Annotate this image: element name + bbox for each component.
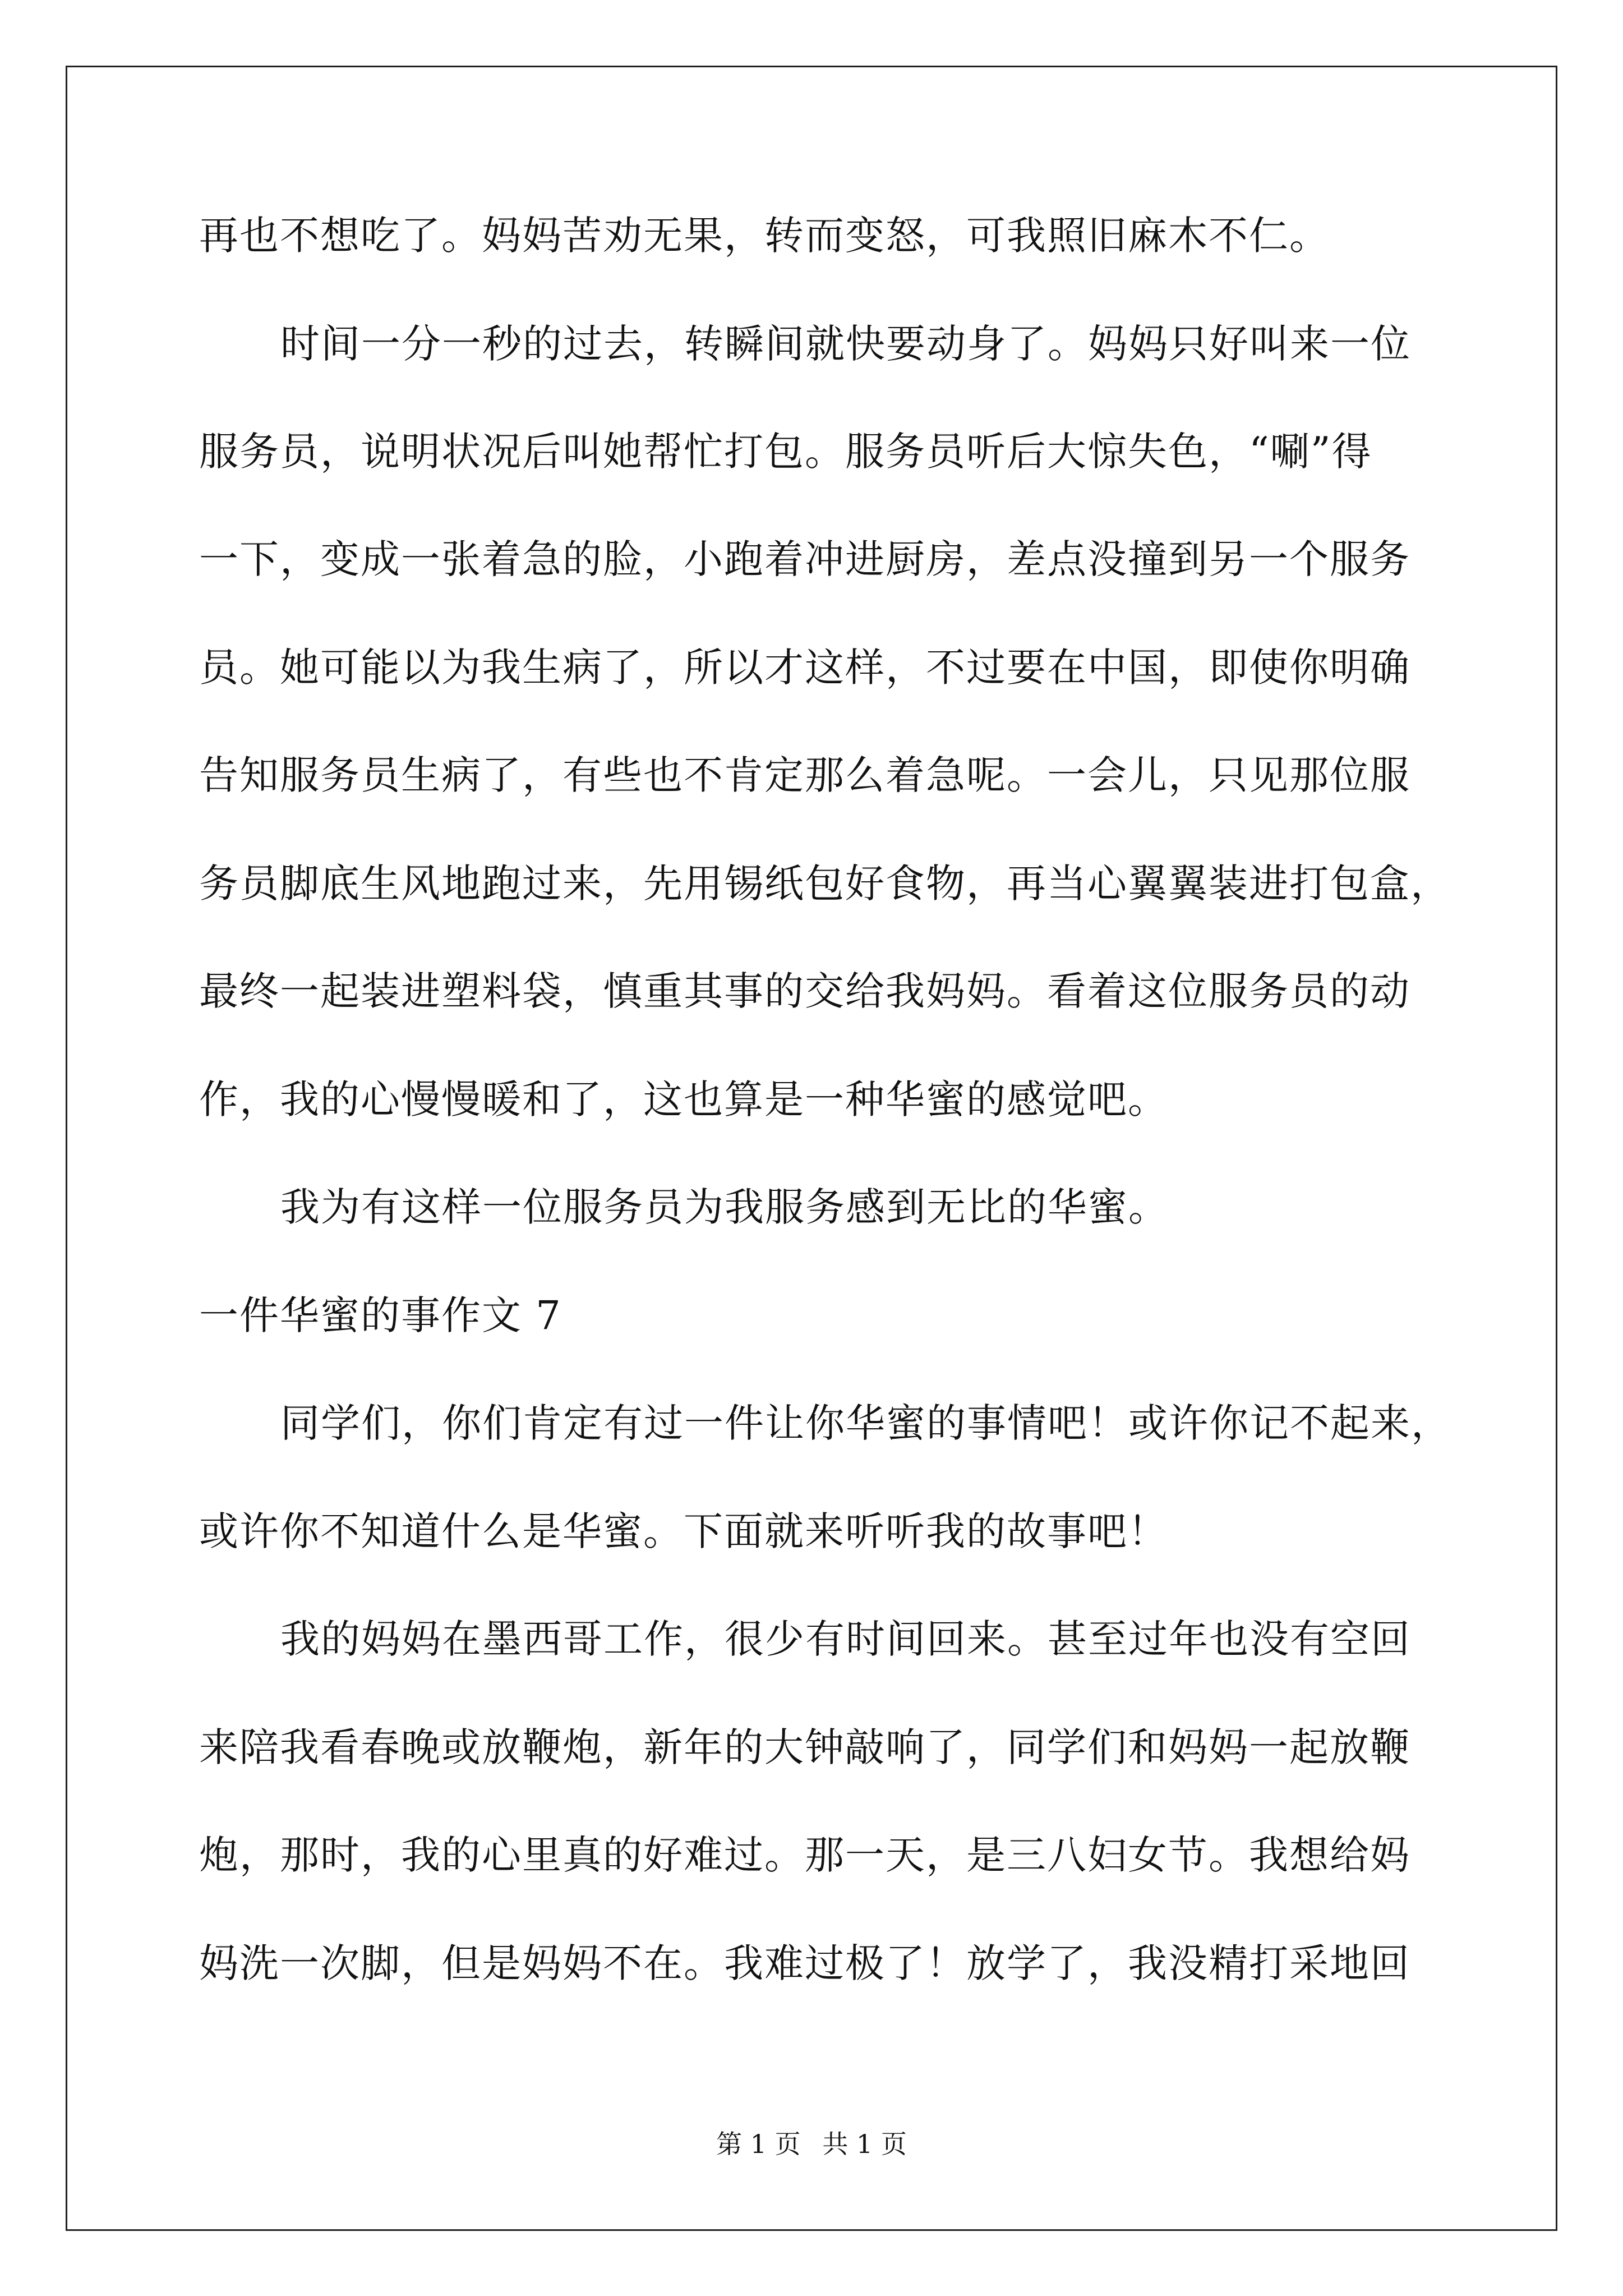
text-line: 来陪我看春晚或放鞭炮，新年的大钟敲响了，同学们和妈妈一起放鞭 bbox=[199, 1724, 1410, 1770]
text-line: 服务员，说明状况后叫她帮忙打包。服务员听后大惊失色，“唰”得 bbox=[199, 429, 1372, 475]
text-line: 作，我的心慢慢暖和了，这也算是一种华蜜的感觉吧。 bbox=[199, 1076, 1168, 1122]
paragraph-start-line: 时间一分一秒的过去，转瞬间就快要动身了。妈妈只好叫来一位 bbox=[280, 321, 1411, 367]
text-line: 务员脚底生风地跑过来，先用锡纸包好食物，再当心翼翼装进打包盒， bbox=[199, 861, 1451, 907]
text-line: 员。她可能以为我生病了，所以才这样，不过要在中国，即使你明确 bbox=[199, 645, 1410, 691]
text-line: 再也不想吃了。妈妈苦劝无果，转而变怒，可我照旧麻木不仁。 bbox=[199, 213, 1330, 259]
section-heading: 一件华蜜的事作文 7 bbox=[199, 1292, 562, 1338]
paragraph-start-line: 同学们，你们肯定有过一件让你华蜜的事情吧！或许你记不起来， bbox=[280, 1400, 1451, 1446]
page-number: 第 1 页 bbox=[716, 2129, 801, 2159]
text-line: 最终一起装进塑料袋，慎重其事的交给我妈妈。看着这位服务员的动 bbox=[199, 968, 1410, 1014]
paragraph-start-line: 我为有这样一位服务员为我服务感到无比的华蜜。 bbox=[280, 1184, 1169, 1230]
text-line: 告知服务员生病了，有些也不肯定那么着急呢。一会儿，只见那位服 bbox=[199, 752, 1410, 798]
page-footer bbox=[0, 2127, 1623, 2161]
text-line: 炮，那时，我的心里真的好难过。那一天，是三八妇女节。我想给妈 bbox=[199, 1832, 1410, 1878]
text-line: 一下，变成一张着急的脸，小跑着冲进厨房，差点没撞到另一个服务 bbox=[199, 536, 1410, 582]
page-total: 共 1 页 bbox=[822, 2129, 907, 2159]
paragraph-start-line: 我的妈妈在墨西哥工作，很少有时间回来。甚至过年也没有空回 bbox=[280, 1616, 1411, 1662]
text-line: 或许你不知道什么是华蜜。下面就来听听我的故事吧！ bbox=[199, 1508, 1168, 1554]
page-border bbox=[66, 66, 1557, 2231]
text-line: 妈洗一次脚，但是妈妈不在。我难过极了！放学了，我没精打采地回 bbox=[199, 1940, 1410, 1986]
